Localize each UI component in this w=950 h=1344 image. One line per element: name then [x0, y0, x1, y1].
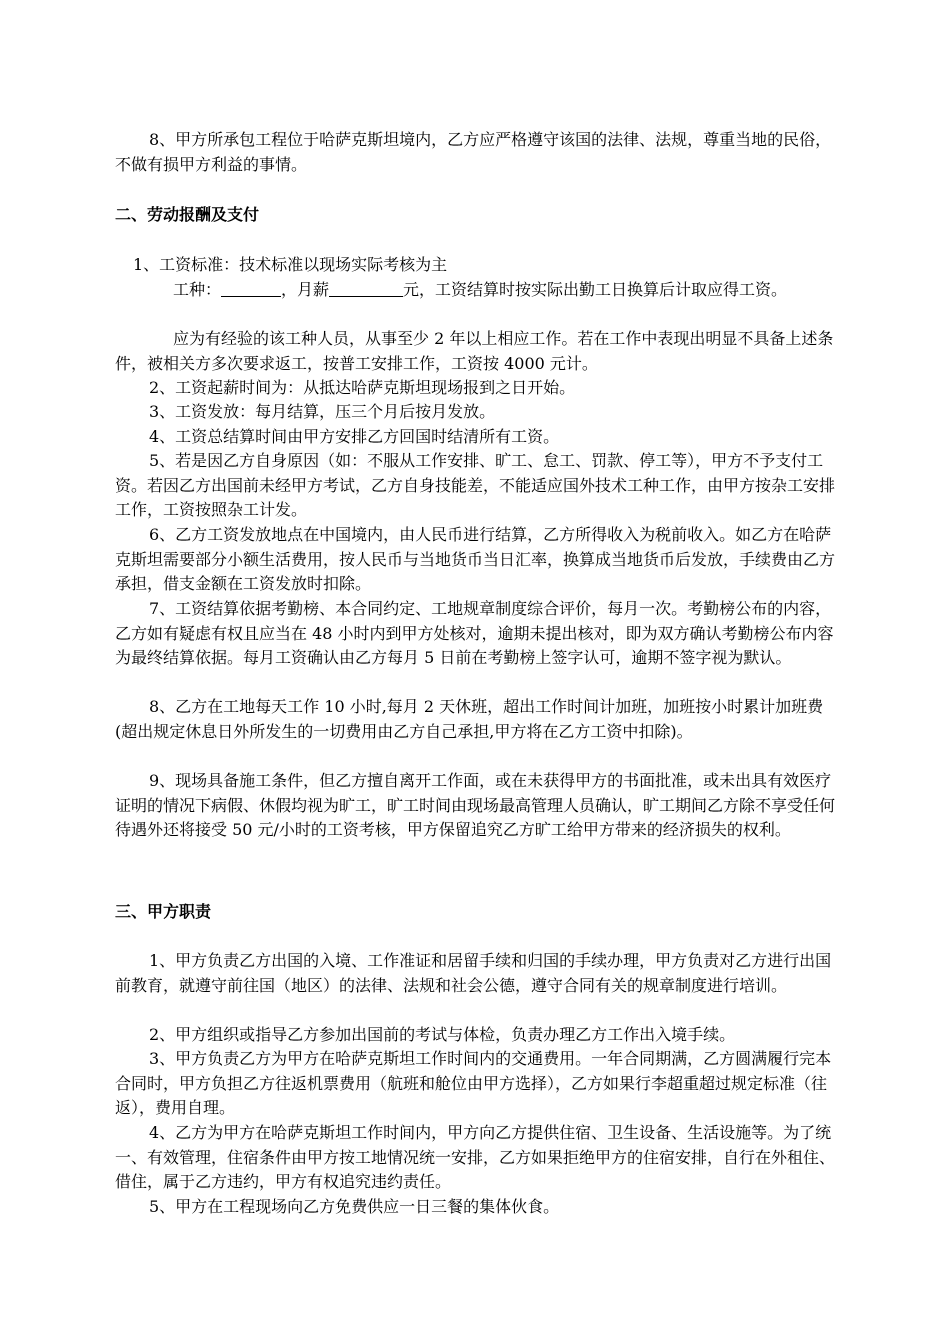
- wage-standard-tail: 元，工资结算时按实际出勤工日换算后计取应得工资。: [403, 280, 788, 299]
- party-a-duty-3: 3、甲方负责乙方为甲方在哈萨克斯坦工作时间内的交通费用。一年合同期满，乙方圆满履行完本合同时，甲方负担乙方往返机票费用（航班和舱位由甲方选择），乙方如果行李超重超过规定标准（往返），费用自理。: [115, 1049, 832, 1117]
- job-type-blank: [221, 280, 281, 297]
- party-a-duty-2: 2、甲方组织或指导乙方参加出国前的考试与体检，负责办理乙方工作出入境手续。: [149, 1025, 736, 1044]
- wage-requirement-paragraph: 应为有经验的该工种人员，从事至少 2 年以上相应工作。若在工作中表现出明显不具备上述条件，被相关方多次要求返工，按普工安排工作，工资按 4000 元计。: [115, 329, 834, 373]
- job-type-label: 工种：: [173, 280, 222, 299]
- wage-location-paragraph: 6、乙方工资发放地点在中国境内，由人民币进行结算，乙方所得收入为税前收入。如乙方在哈萨克斯坦需要部分小额生活费用，按人民币与当地货币当日汇率，换算成当地货币后发放，手续费由乙方承担，借支金额在工资发放时扣除。: [115, 525, 836, 593]
- wage-start-paragraph: 2、工资起薪时间为：从抵达哈萨克斯坦现场报到之日开始。: [149, 378, 576, 397]
- absence-paragraph: 9、现场具备施工条件，但乙方擅自离开工作面，或在未获得甲方的书面批准，或未出具有效医疗证明的情况下病假、休假均视为旷工，旷工时间由现场最高管理人员确认，旷工期间乙方除不享受任何待遇外还将接受 50 元/小时的工资考核，甲方保留追究乙方旷工给甲方带来的经济损失的权利。: [115, 771, 836, 839]
- wage-deduction-paragraph: 5、若是因乙方自身原因（如：不服从工作安排、旷工、怠工、罚款、停工等），甲方不予支付工资。若因乙方出国前未经甲方考试，乙方自身技能差，不能适应国外技术工种工作，由甲方按杂工安排工作，工资按照杂工计发。: [115, 451, 836, 519]
- wage-standard-line: [115, 278, 837, 303]
- party-a-duty-4: 4、乙方为甲方在哈萨克斯坦工作时间内，甲方向乙方提供住宿、卫生设备、生活设施等。为了统一、有效管理，住宿条件由甲方按工地情况统一安排，乙方如果拒绝甲方的住宿安排，自行在外租住、借住，属于乙方违约，甲方有权追究违约责任。: [115, 1123, 836, 1191]
- party-a-duty-5: 5、甲方在工程现场向乙方免费供应一日三餐的集体伙食。: [149, 1197, 560, 1216]
- salary-blank: [329, 280, 403, 297]
- wage-standard-title: 1、工资标准：技术标准以现场实际考核为主: [133, 255, 448, 274]
- wage-payment-paragraph: 3、工资发放：每月结算，压三个月后按月发放。: [149, 402, 496, 421]
- wage-settlement-paragraph: 4、工资总结算时间由甲方安排乙方回国时结清所有工资。: [149, 427, 560, 446]
- attendance-paragraph: 7、工资结算依据考勤榜、本合同约定、工地规章制度综合评价，每月一次。考勤榜公布的内容，乙方如有疑虑有权且应当在 48 小时内到甲方处核对，逾期未提出核对，即为双方确认考勤榜公布内容为最终结算依据。每月工资确认由乙方每月 5 日前在考勤榜上签字认可，逾期不签字视为默认。: [115, 599, 834, 667]
- salary-label: ，月薪: [281, 280, 330, 299]
- section-3-heading: 三、甲方职责: [115, 902, 212, 921]
- section-2-heading: 二、劳动报酬及支付: [115, 205, 260, 224]
- clause-8-paragraph: 8、甲方所承包工程位于哈萨克斯坦境内，乙方应严格遵守该国的法律、法规，尊重当地的民俗，不做有损甲方利益的事情。: [115, 130, 832, 174]
- overtime-paragraph: 8、乙方在工地每天工作 10 小时,每月 2 天休班，超出工作时间计加班，加班按小时累计加班费 (超出规定休息日外所发生的一切费用由乙方自己承担,甲方将在乙方工资中扣除)。: [115, 697, 824, 741]
- party-a-duty-1: 1、甲方负责乙方出国的入境、工作准证和居留手续和归国的手续办理，甲方负责对乙方进行出国前教育，就遵守前往国（地区）的法律、法规和社会公德，遵守合同有关的规章制度进行培训。: [115, 951, 832, 995]
